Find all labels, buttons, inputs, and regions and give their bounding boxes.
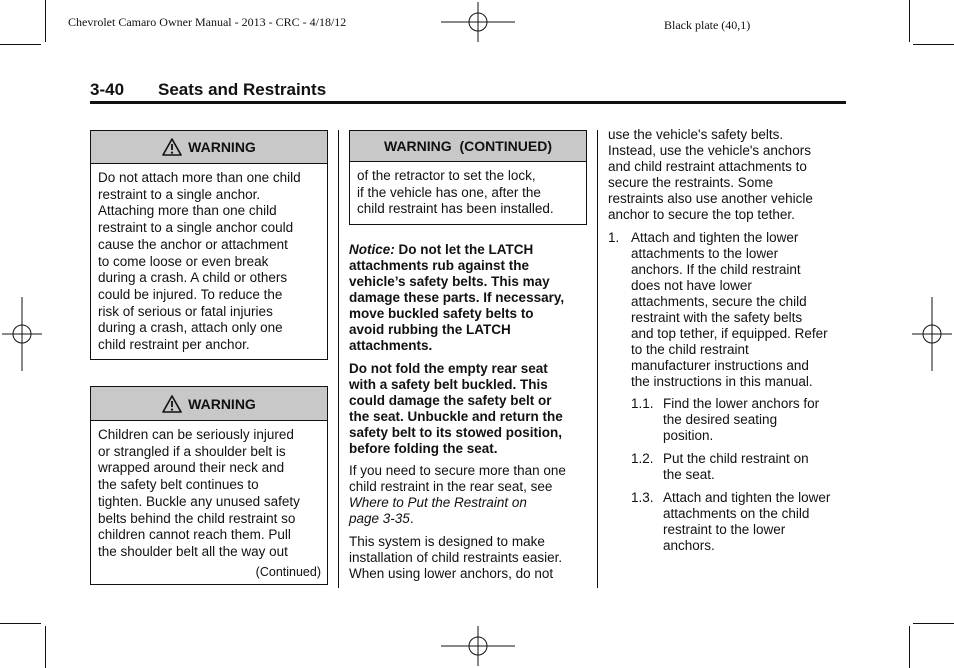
step-text: [631, 230, 828, 390]
substep-text: [663, 490, 830, 554]
text-line: during a crash. A child or others: [98, 270, 288, 286]
text-line: or strangled if a shoulder belt is: [98, 443, 286, 459]
text-line: damage these parts. If necessary,: [349, 290, 565, 305]
text-line: does not have lower: [631, 278, 752, 293]
text-line: Attaching more than one child: [98, 203, 277, 219]
crop-mark: [45, 626, 46, 668]
notice-label: Notice:: [349, 242, 395, 257]
warning-triangle-icon: [162, 395, 182, 413]
text-line: safety belt to its stowed position,: [349, 425, 563, 440]
text-line: if the vehicle has one, after the: [357, 184, 541, 200]
text-line: and child restraint attachments to: [608, 159, 807, 174]
text-line: restraint with the safety belts: [631, 310, 803, 325]
substep-item: [631, 490, 856, 554]
text-line: the instructions in this manual.: [631, 374, 813, 389]
text-line: Attach and tighten the lower: [663, 490, 831, 505]
text-line: anchors.: [663, 538, 715, 553]
text-line: move buckled safety belts to: [349, 306, 534, 321]
text-line: Attach and tighten the lower: [631, 230, 799, 245]
crop-mark: [45, 0, 46, 42]
text-line: Instead, use the vehicle's anchors: [608, 143, 811, 158]
system-paragraph: [349, 534, 594, 582]
page-title: [90, 80, 326, 100]
column-divider: [597, 130, 598, 588]
page-number: 3-40: [90, 80, 125, 99]
text-line: anchor to secure the top tether.: [608, 207, 795, 222]
warning-continued-box: [349, 130, 587, 225]
manual-id: Chevrolet Camaro Owner Manual - 2013 - CRC - 4/18/12: [68, 15, 347, 29]
text-line: attachments.: [349, 338, 433, 353]
text-line: anchors. If the child restraint: [631, 262, 801, 277]
text-line: secure the restraints. Some: [608, 175, 774, 190]
text-line: [349, 242, 594, 258]
step-item: [608, 230, 853, 390]
fold-seat-paragraph: [349, 361, 594, 457]
text-line: restraints also use another vehicle: [608, 191, 813, 206]
plate-label: Black plate (40,1): [664, 18, 751, 32]
text-line: to come loose or even break: [98, 253, 269, 269]
warning-header: [350, 131, 586, 162]
text-line: risk of serious or fatal injuries: [98, 303, 273, 319]
text-line: the shoulder belt all the way out: [98, 543, 288, 559]
text-line: child restraint per anchor.: [98, 337, 250, 353]
text-line: child restraint in the rear seat, see: [349, 479, 553, 494]
crop-mark: [909, 0, 910, 42]
substep-number: 1.2.: [631, 451, 654, 466]
continued-label: (Continued): [255, 564, 321, 579]
text-line: with a safety belt buckled. This: [349, 377, 548, 392]
text-line: could damage the safety belt or: [349, 393, 552, 408]
text-line: cause the anchor or attachment: [98, 236, 288, 252]
text-line: the safety belt continues to: [98, 477, 259, 493]
warning-text: [350, 162, 586, 218]
text-line: installation of child restraints easier.: [349, 550, 563, 565]
text-line: the seat.: [663, 467, 715, 482]
crop-mark: [0, 623, 41, 624]
text-line: the desired seating: [663, 412, 778, 427]
text-line: and top tether, if equipped. Refer: [631, 326, 828, 341]
text-line: restraint to the lower: [663, 522, 786, 537]
text-line: belts behind the child restraint so: [98, 510, 296, 526]
registration-mark-right: [912, 297, 952, 371]
crop-mark: [913, 44, 954, 45]
substep-text: [663, 451, 809, 483]
registration-mark-bottom: [441, 626, 515, 666]
text-line: wrapped around their neck and: [98, 460, 285, 476]
text-line: attachments to the lower: [631, 246, 779, 261]
text-line: [349, 511, 594, 527]
warning-text: [91, 164, 327, 354]
crop-mark: [913, 623, 954, 624]
warning-title: WARNING (CONTINUED): [384, 138, 552, 154]
text-line: of the retractor to set the lock,: [357, 168, 536, 183]
warning-box: [90, 130, 328, 360]
notice-paragraph: [349, 242, 594, 354]
text-line: the seat. Unbuckle and return the: [349, 409, 563, 424]
text-line: When using lower anchors, do not: [349, 566, 554, 581]
text-line: restraint to a single anchor could: [98, 220, 294, 236]
text-line: If you need to secure more than one: [349, 463, 566, 478]
text-line: use the vehicle's safety belts.: [608, 127, 784, 142]
cross-reference-link[interactable]: Where to Put the Restraint on: [349, 495, 527, 510]
registration-mark-left: [2, 297, 42, 371]
section-title: Seats and Restraints: [158, 80, 327, 99]
text-line: attachments, secure the child: [631, 294, 807, 309]
text-line: tighten. Buckle any unused safety: [98, 493, 300, 509]
substep-item: [631, 396, 856, 444]
substep-number: 1.3.: [631, 490, 654, 505]
text-span: Do not let the LATCH: [394, 242, 534, 257]
warning-box: [90, 386, 328, 585]
text-line: during a crash, attach only one: [98, 320, 283, 336]
text-line: children cannot reach them. Pull: [98, 527, 291, 543]
column-divider: [338, 130, 339, 588]
text-line: child restraint has been installed.: [357, 201, 554, 216]
warning-header: [91, 131, 327, 164]
substep-number: 1.1.: [631, 396, 654, 411]
text-line: This system is designed to make: [349, 534, 545, 549]
warning-title: WARNING: [188, 395, 256, 412]
crop-mark: [909, 626, 910, 668]
text-line: Do not attach more than one child: [98, 170, 301, 185]
substep-text: [663, 396, 819, 444]
warning-triangle-icon: [162, 138, 182, 156]
title-rule: [90, 101, 846, 104]
warning-text: [91, 421, 327, 580]
text-line: Find the lower anchors for: [663, 396, 820, 411]
text-line: Children can be seriously injured: [98, 427, 294, 442]
text-line: manufacturer instructions and: [631, 358, 809, 373]
text-span: .: [409, 511, 414, 526]
substep-item: [631, 451, 856, 483]
text-line: Do not fold the empty rear seat: [349, 361, 548, 376]
text-line: attachments rub against the: [349, 258, 530, 273]
secure-paragraph: [349, 463, 594, 527]
registration-mark-top: [441, 2, 515, 42]
text-line: could be injured. To reduce the: [98, 286, 283, 302]
text-line: vehicle’s safety belts. This may: [349, 274, 550, 289]
warning-title: WARNING: [188, 139, 256, 155]
text-line: avoid rubbing the LATCH: [349, 322, 511, 337]
text-line: restraint to a single anchor.: [98, 186, 261, 202]
anchors-paragraph: [608, 127, 853, 223]
crop-mark: [0, 44, 41, 45]
text-line: to the child restraint: [631, 342, 749, 357]
cross-reference-page-link[interactable]: page 3-35: [349, 511, 410, 526]
text-line: attachments on the child: [663, 506, 810, 521]
text-line: position.: [663, 428, 714, 443]
text-line: Put the child restraint on: [663, 451, 809, 466]
step-number: 1.: [608, 230, 620, 245]
warning-header: [91, 387, 327, 421]
text-line: before folding the seat.: [349, 441, 498, 456]
